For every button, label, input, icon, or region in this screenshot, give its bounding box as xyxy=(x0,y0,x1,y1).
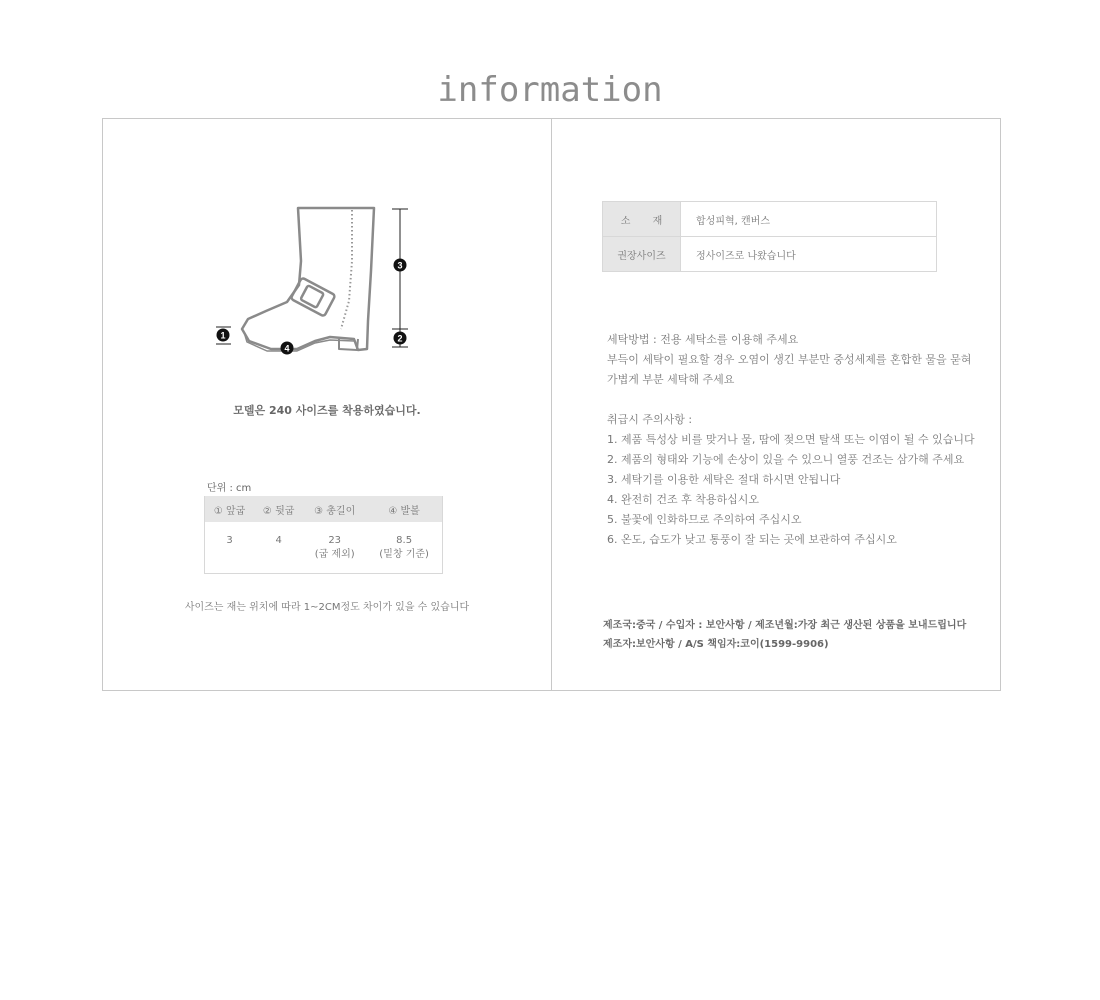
marker-3 xyxy=(394,259,407,272)
care-line: 가볍게 부분 세탁해 주세요 xyxy=(607,373,735,386)
marker-1 xyxy=(217,329,230,342)
spec-value-recommended-size: 정사이즈로 나왔습니다 xyxy=(681,237,937,272)
cell-back-heel: 4 xyxy=(254,522,303,574)
spec-row-recommended-size xyxy=(603,237,937,272)
size-table-header-row xyxy=(205,496,443,522)
care-line: 1. 제품 특성상 비를 맞거나 물, 땀에 젖으면 탈색 또는 이염이 될 수 있습니다 xyxy=(607,433,975,446)
boot-diagram xyxy=(211,201,411,361)
manufacturer-line: 제조국:중국 / 수입자 : 보안사항 / 제조년월:가장 최근 생산된 상품을 보내드립니다 xyxy=(603,620,967,631)
care-line: 취급시 주의사항 : xyxy=(607,413,693,426)
spec-table xyxy=(602,201,937,272)
marker-2 xyxy=(394,332,407,345)
spec-row-material xyxy=(603,202,937,237)
care-line: 3. 세탁기를 이용한 세탁은 절대 하시면 안됩니다 xyxy=(607,473,841,486)
svg-text:1: 1 xyxy=(220,330,226,341)
spec-value-material: 합성피혁, 캔버스 xyxy=(681,202,937,237)
size-variance-note: 사이즈는 재는 위치에 따라 1~2CM정도 차이가 있을 수 있습니다 xyxy=(184,602,470,613)
size-table xyxy=(204,496,443,574)
header-back-heel: ② 뒷굽 xyxy=(254,496,303,522)
model-size-note: 모델은 240 사이즈를 착용하였습니다. xyxy=(233,404,421,417)
care-line: 4. 완전히 건조 후 착용하십시오 xyxy=(607,493,759,506)
unit-label: 단위 : cm xyxy=(207,483,252,494)
size-table-row xyxy=(205,522,443,574)
spec-key-material: 소 재 xyxy=(603,202,681,237)
total-length-value: 23 xyxy=(328,535,342,546)
width-value: 8.5 xyxy=(396,535,413,546)
care-line: 2. 제품의 형태와 기능에 손상이 있을 수 있으니 열풍 건조는 삼가해 주세요 xyxy=(607,453,965,466)
care-line: 6. 온도, 습도가 낮고 통풍이 잘 되는 곳에 보관하여 주십시오 xyxy=(607,533,897,546)
spec-key-recommended-size: 권장사이즈 xyxy=(603,237,681,272)
cell-total-length xyxy=(303,522,366,574)
boot-zipper xyxy=(341,210,352,329)
cell-width xyxy=(366,522,442,574)
page-title: information xyxy=(437,70,663,110)
manufacturer-line: 제조자:보안사항 / A/S 책임자:코이(1599-9906) xyxy=(603,639,829,650)
header-width: ④ 발볼 xyxy=(366,496,442,522)
width-note: (밑창 기준) xyxy=(379,549,429,560)
boot-outline xyxy=(242,208,374,350)
care-instructions xyxy=(607,330,975,550)
marker-4 xyxy=(281,342,294,355)
cell-front-heel: 3 xyxy=(205,522,255,574)
panel-divider xyxy=(551,119,552,690)
manufacturer-info xyxy=(603,616,966,654)
care-line xyxy=(607,390,975,410)
header-total-length: ③ 총길이 xyxy=(303,496,366,522)
svg-text:4: 4 xyxy=(284,343,290,354)
care-line: 5. 불꽃에 인화하므로 주의하여 주십시오 xyxy=(607,513,802,526)
svg-text:3: 3 xyxy=(397,260,403,271)
header-front-heel: ① 앞굽 xyxy=(205,496,255,522)
info-frame xyxy=(102,118,1001,691)
svg-text:2: 2 xyxy=(397,333,403,344)
total-length-note: (굽 제외) xyxy=(314,549,355,560)
care-line: 세탁방법 : 전용 세탁소를 이용해 주세요 xyxy=(607,333,799,346)
boot-buckle xyxy=(291,277,336,316)
care-line: 부득이 세탁이 필요할 경우 오염이 생긴 부분만 중성세제를 혼합한 물을 묻혀 xyxy=(607,353,972,366)
